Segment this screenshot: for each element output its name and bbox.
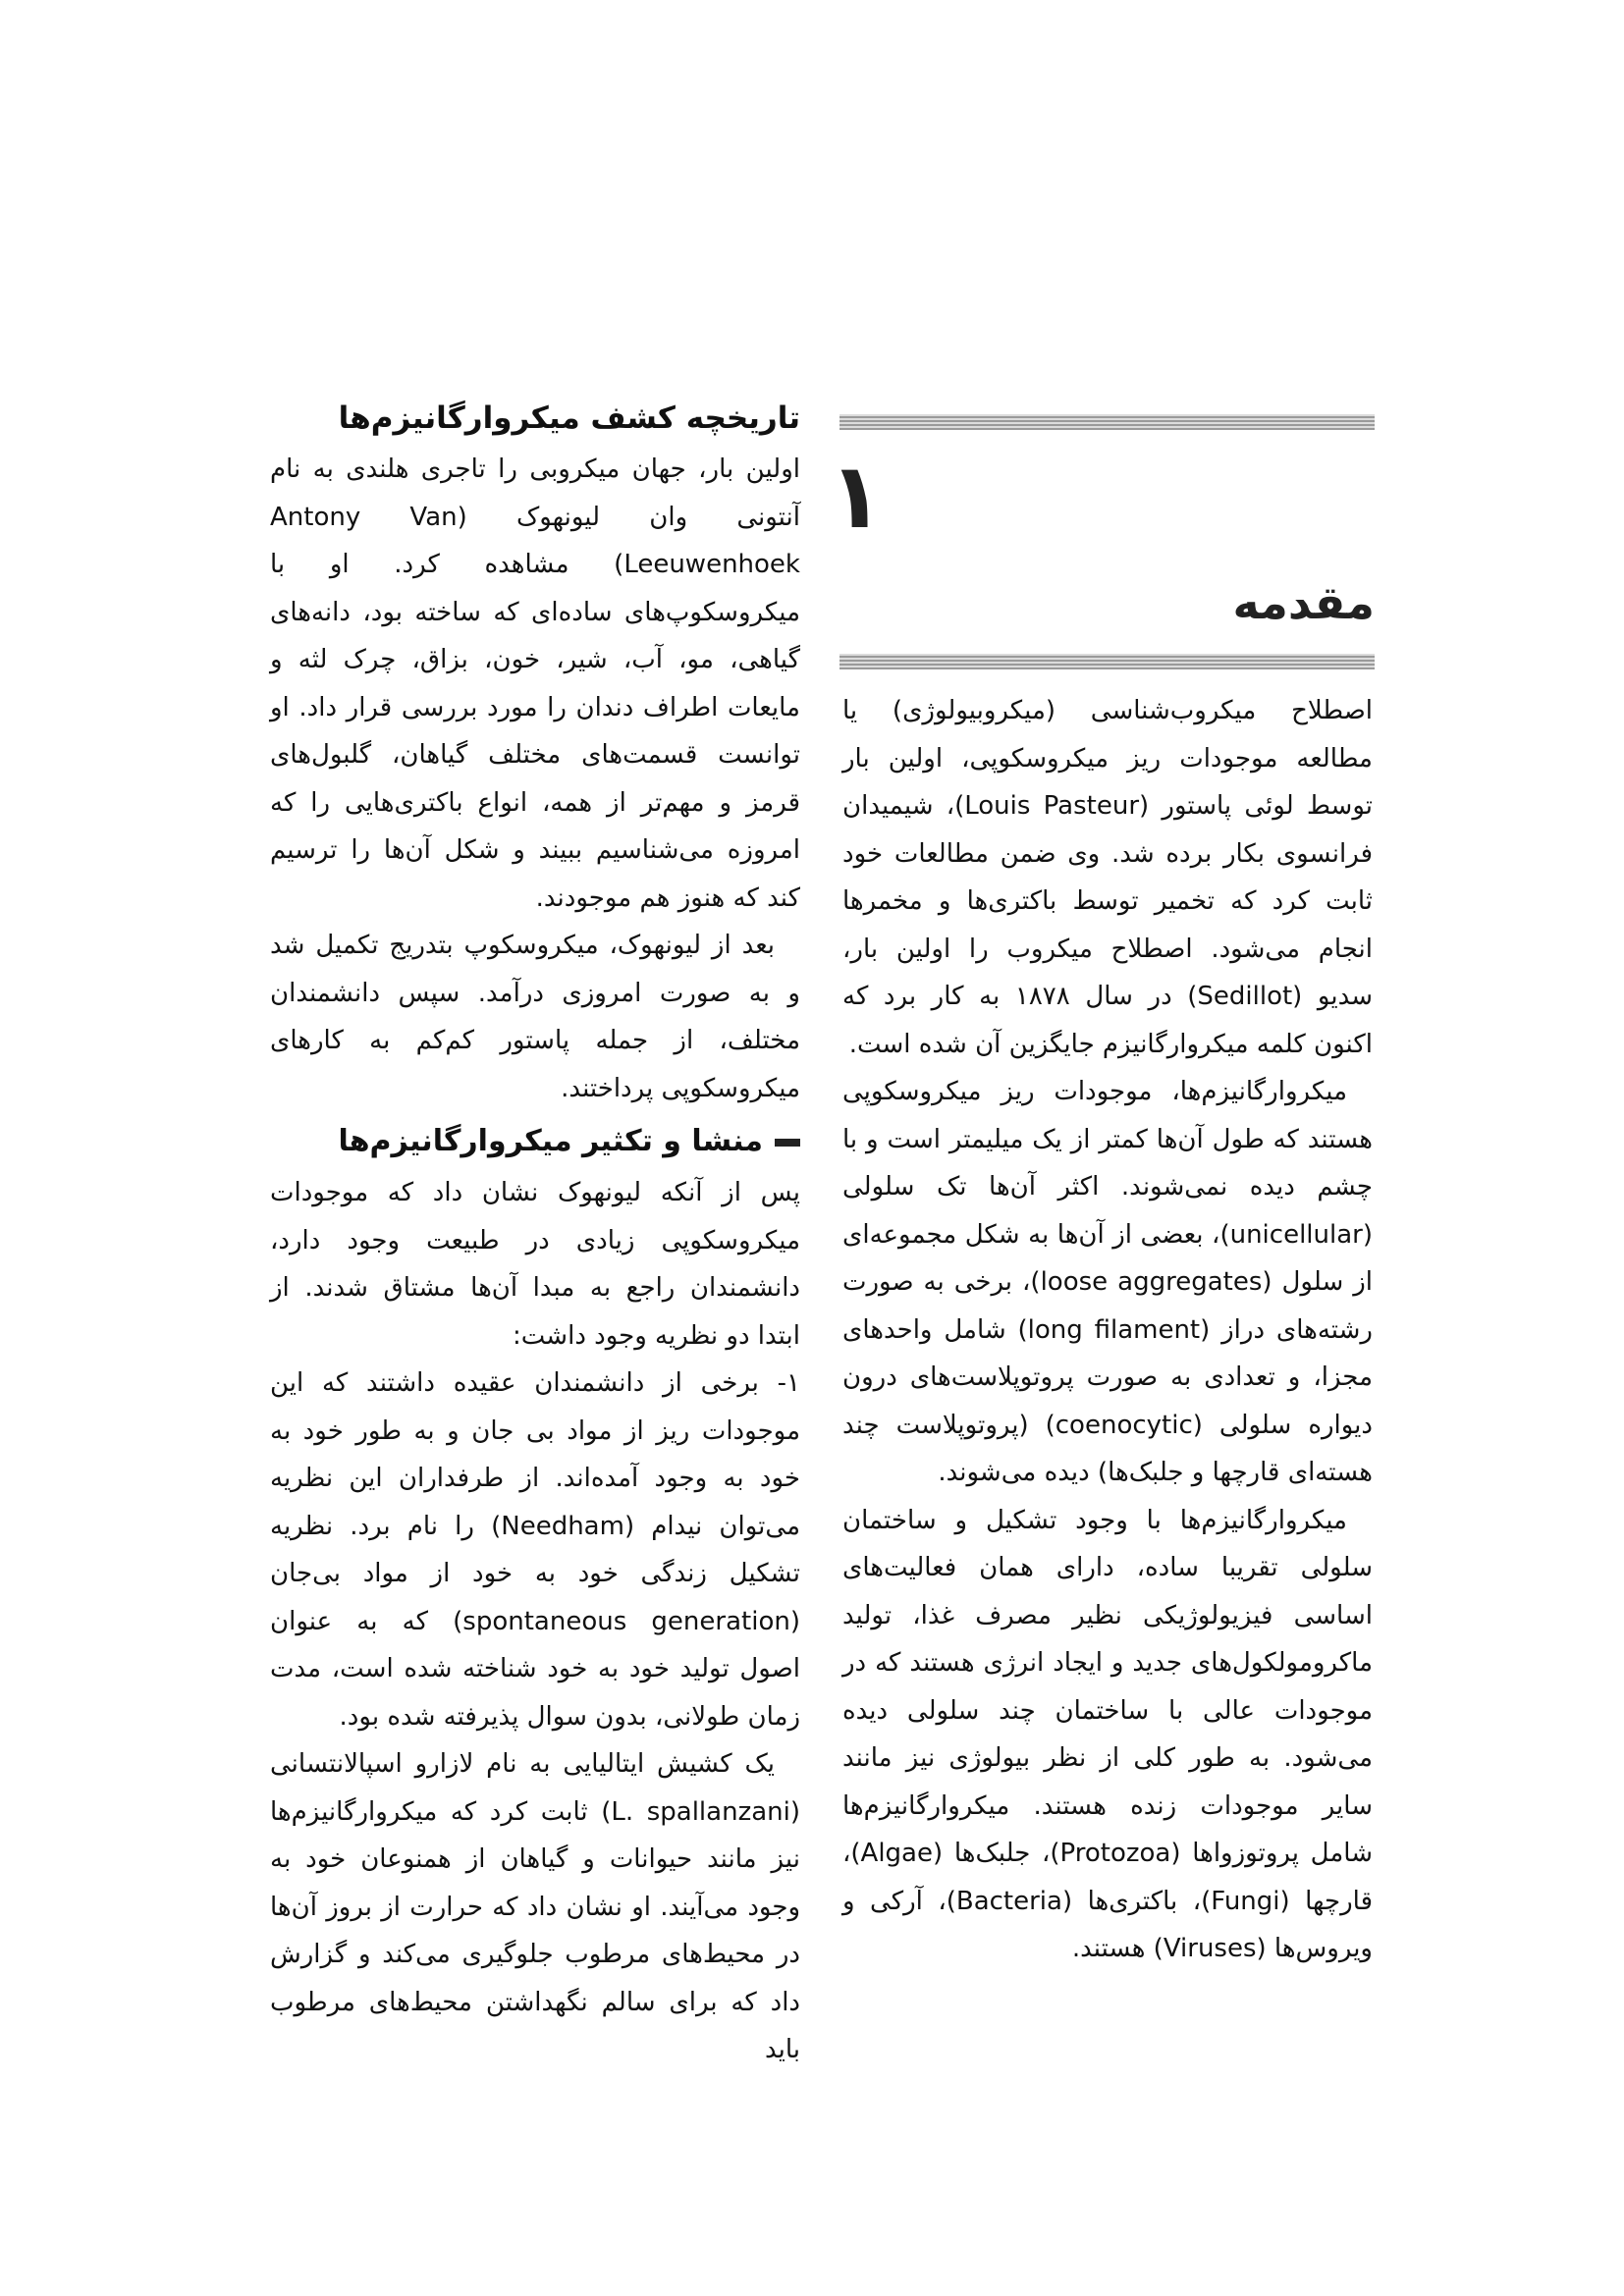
chapter-number: ۱ <box>828 444 884 549</box>
right-column <box>842 687 1373 1973</box>
intro-paragraph: میکروارگانیزم‌ها با وجود تشکیل و ساختمان سلولی تقریبا ساده، دارای همان فعالیت‌های اساسی فیزیولوژیکی نظیر مصرف غذا، تولید ماکرومولکول‌های جدید و ایجاد انرژی هستند که در موجودات عالی با ساختمان چند سلولی دیده می‌شود. به طور کلی از نظر بیولوژی نیز مانند سایر موجودات زنده هستند. میکروارگانیزم‌ها شامل پروتوزواها (Protozoa)، جلبک‌ها (Algae)، قارچها (Fungi)، باکتری‌ها (Bacteria)، آرکی و ویروس‌ها (Viruses) هستند. <box>842 1505 1374 1963</box>
intro-paragraph: میکروارگانیزم‌ها، موجودات ریز میکروسکوپی هستند که طول آن‌ها کمتر از یک میلیمتر است و با چشم دیده نمی‌شوند. اکثر آن‌ها تک سلولی (unicellular)، بعضی از آن‌ها به شکل مجموعه‌ای از سلول (loose aggregates)، برخی به صورت رشته‌های دراز (long filament) شامل واحدهای مجزا، و تعدادی به صورت پروتوپلاست‌های درون دیواره سلولی (coenocytic) (پروتوپلاست چند هسته‌ای قارچها و جلبک‌ها) دیده می‌شوند. <box>842 1077 1374 1487</box>
history-paragraph: بعد از لیونهوک، میکروسکوپ بتدریج تکمیل شد و به صورت امروزی درآمد. سپس دانشمندان مختلف، از جمله پاستور کم‌کم به کارهای میکروسکوپی پرداختند. <box>270 931 800 1103</box>
origin-paragraph: یک کشیش ایتالیایی به نام لازارو اسپالانتسانی (L. spallanzani) ثابت کرد که میکروارگانیزم‌ها نیز مانند حیوانات و گیاهان از همنوعان خود به وجود می‌آیند. او نشان داد که حرارت از بروز آن‌ها در محیط‌های مرطوب جلوگیری می‌کند و گزارش داد که برای سالم نگهداشتن محیط‌های مرطوب باید <box>270 1749 801 2064</box>
bullet-square-icon <box>775 1139 800 1147</box>
intro-paragraph: اصطلاح میکروب‌شناسی (میکروبیولوژی) یا مطالعه موجودات ریز میکروسکوپی، اولین بار توسط لوئی پاستور (Louis Pasteur)، شیمیدان فرانسوی بکار برده شد. وی ضمن مطالعات خود ثابت کرد که تخمیر توسط باکتری‌ها و مخمرها انجام می‌شود. اصطلاح میکروب را اولین بار، سدیو (Sedillot) در سال ۱۸۷۸ به کار برد که اکنون کلمه میکروارگانیزم جایگزین آن شده است. <box>842 696 1374 1059</box>
subsection-heading <box>270 1116 800 1167</box>
subsection-heading-text: منشا و تکثیر میکروارگانیزم‌ها <box>338 1124 763 1158</box>
chapter-bottom-rule <box>839 654 1375 669</box>
origin-paragraph: ۱- برخی از دانشمندان عقیده داشتند که این موجودات ریز از مواد بی جان و به طور خود به خود به وجود آمده‌اند. از طرفداران این نظریه می‌توان نیدام (Needham) را نام برد. نظریه تشکیل زندگی خود به خود از مواد بی‌جان (spontaneous generation) که به عنوان اصول تولید خود به خود شناخته شده است، مدت زمان طولانی، بدون سوال پذیرفته شده بود. <box>270 1368 800 1732</box>
history-paragraph: اولین بار، جهان میکروبی را تاجری هلندی به نام آنتونی وان لیونهوک (Antony Van Leeuwenhoek) مشاهده کرد. او با میکروسکوپ‌های ساده‌ای که ساخته بود، دانه‌های گیاهی، مو، آب، شیر، خون، بزاق، چرک لثه و مایعات اطراف دندان را مورد بررسی قرار داد. او توانست قسمت‌های مختلف گیاهان، گلبول‌های قرمز و مهم‌تر از همه، انواع باکتری‌هایی را که امروزه می‌شناسیم ببیند و شکل آن‌ها را ترسیم کند که هنوز هم موجودند. <box>270 454 800 913</box>
chapter-title: مقدمه <box>1232 576 1375 629</box>
chapter-top-rule <box>839 414 1375 430</box>
section-heading: تاریخچه کشف میکروارگانیزم‌ها <box>338 400 800 436</box>
origin-paragraph: پس از آنکه لیونهوک نشان داد که موجودات میکروسکوپی زیادی در طبیعت وجود دارد، دانشمندان راجع به مبدا آن‌ها مشتاق شدند. از ابتدا دو نظریه وجود داشت: <box>270 1178 800 1351</box>
left-column <box>270 393 800 2074</box>
